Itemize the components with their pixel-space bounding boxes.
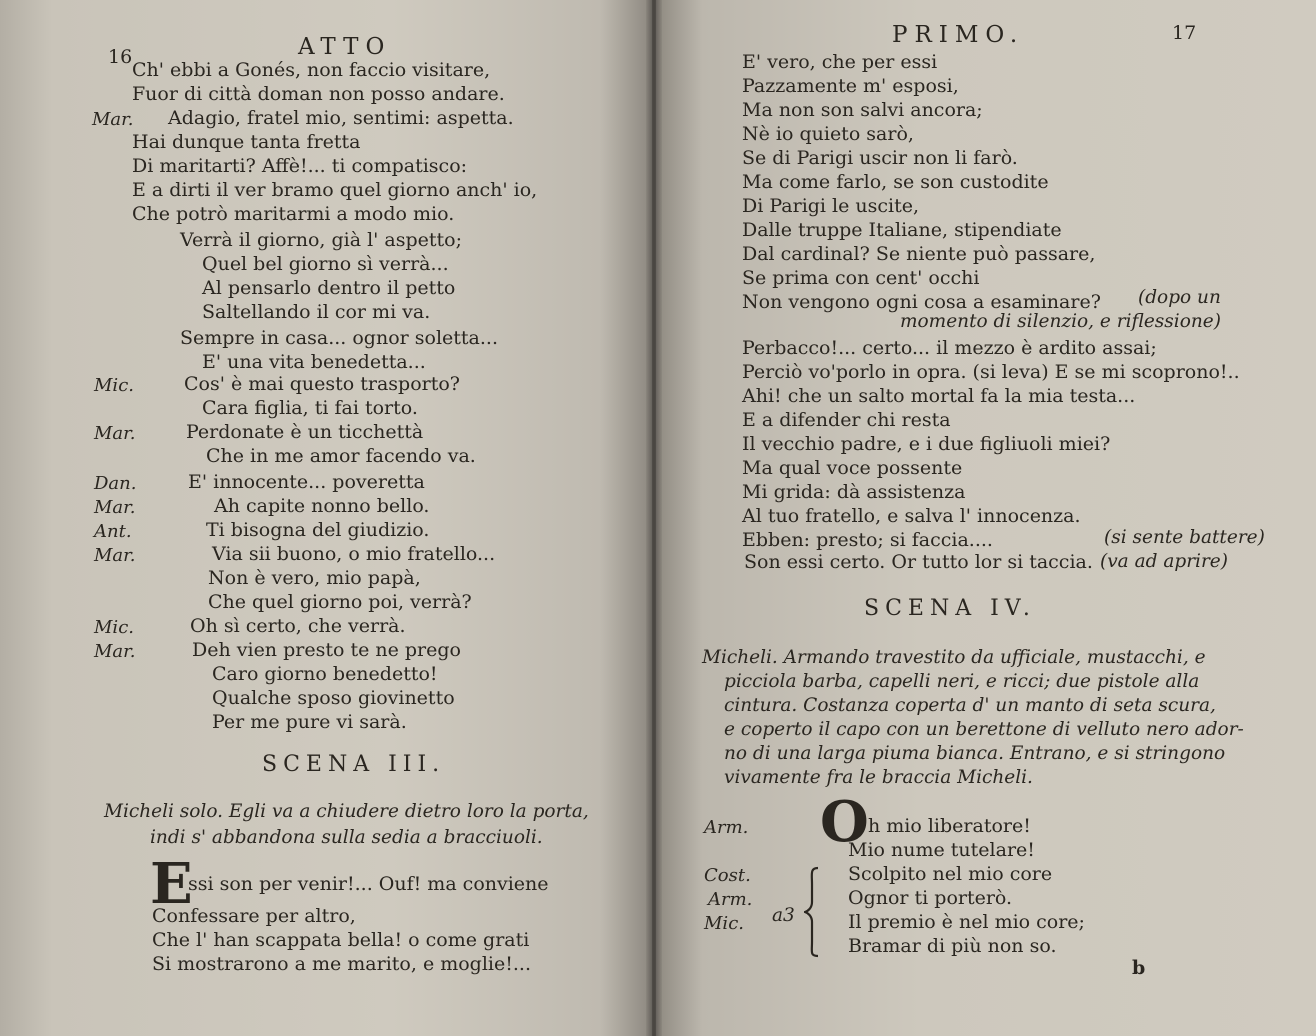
verse-line: Verrà il giorno, già l' aspetto; xyxy=(180,229,463,251)
verse-line: Cara figlia, ti fai torto. xyxy=(202,397,418,419)
speaker-label: Mic. xyxy=(94,375,134,396)
stage-direction-line: cintura. Costanza coperta d' un manto di seta scura, xyxy=(724,695,1216,716)
speaker-label: Cost. xyxy=(704,865,751,886)
verse-line: Oh sì certo, che verrà. xyxy=(190,615,406,637)
verse-line: Ebben: presto; si faccia.... xyxy=(742,529,993,551)
speaker-label: Mar. xyxy=(92,109,134,130)
verse-line: Perciò vo'porlo in opra. (si leva) E se mi scoprono!.. xyxy=(742,361,1240,383)
verse-line: E' una vita benedetta... xyxy=(202,351,426,373)
verse-line: Che potrò maritarmi a modo mio. xyxy=(132,203,455,225)
verse-line: Quel bel giorno sì verrà... xyxy=(202,253,449,275)
verse-line: Al pensarlo dentro il petto xyxy=(202,277,456,299)
verse-line: Via sii buono, o mio fratello... xyxy=(212,543,496,565)
verse-line: Dal cardinal? Se niente può passare, xyxy=(742,243,1096,265)
speaker-label: Dan. xyxy=(94,473,137,494)
page-number: 16 xyxy=(108,46,133,68)
right-page xyxy=(656,0,1316,1036)
page-number: 17 xyxy=(1172,22,1197,44)
verse-line: h mio liberatore! xyxy=(868,815,1031,837)
verse-line: Fuor di città doman non posso andare. xyxy=(132,83,505,105)
stage-direction: (si sente battere) xyxy=(1104,527,1265,548)
stage-direction: (dopo un xyxy=(1138,287,1221,308)
verse-line: Saltellando il cor mi va. xyxy=(202,301,431,323)
left-page xyxy=(0,0,652,1036)
verse-line: Il vecchio padre, e i due figliuoli miei? xyxy=(742,433,1111,455)
stage-direction: momento di silenzio, e riflessione) xyxy=(900,311,1221,332)
verse-line: Pazzamente m' esposi, xyxy=(742,75,959,97)
scene-heading: SCENA III. xyxy=(262,752,446,777)
verse-line: E' vero, che per essi xyxy=(742,51,938,73)
speaker-label: Mic. xyxy=(704,913,744,934)
verse-line: Dalle truppe Italiane, stipendiate xyxy=(742,219,1062,241)
verse-line: Qualche sposo giovinetto xyxy=(212,687,455,709)
verse-line: ssi son per venir!... Ouf! ma conviene xyxy=(188,873,549,895)
verse-line: E' innocente... poveretta xyxy=(188,471,425,493)
verse-line: Di Parigi le uscite, xyxy=(742,195,920,217)
verse-line: Confessare per altro, xyxy=(152,905,356,927)
stage-direction-line: Micheli. Armando travestito da ufficiale, mustacchi, e xyxy=(702,647,1206,668)
verse-line: Di maritarti? Affè!... ti compatisco: xyxy=(132,155,468,177)
verse-line: Hai dunque tanta fretta xyxy=(132,131,361,153)
speaker-label: Mic. xyxy=(94,617,134,638)
verse-line: Si mostrarono a me marito, e moglie!... xyxy=(152,953,531,975)
verse-line: Ma come farlo, se son custodite xyxy=(742,171,1049,193)
verse-line: Ma non son salvi ancora; xyxy=(742,99,983,121)
verse-line: Nè io quieto sarò, xyxy=(742,123,914,145)
drop-cap: E xyxy=(150,851,193,917)
verse-line: Son essi certo. Or tutto lor si taccia. xyxy=(744,551,1093,573)
verse-line: Per me pure vi sarà. xyxy=(212,711,407,733)
verse-line: Che in me amor facendo va. xyxy=(206,445,476,467)
speaker-label: Mar. xyxy=(94,641,136,662)
verse-line: Sempre in casa... ognor soletta... xyxy=(180,327,498,349)
verse-line: Ma qual voce possente xyxy=(742,457,963,479)
drop-cap: O xyxy=(820,789,869,855)
stage-direction-line: Micheli solo. Egli va a chiudere dietro loro la porta, xyxy=(104,801,589,822)
verse-line: Che l' han scappata bella! o come grati xyxy=(152,929,530,951)
speaker-label: Arm. xyxy=(704,817,749,838)
verse-line: E a dirti il ver bramo quel giorno anch' io, xyxy=(132,179,538,201)
running-head: PRIMO. xyxy=(892,22,1025,48)
running-head: ATTO xyxy=(298,34,392,60)
stage-direction-line: picciola barba, capelli neri, e ricci; due pistole alla xyxy=(724,671,1200,692)
scene-heading: SCENA IV. xyxy=(864,596,1036,621)
stage-direction: (va ad aprire) xyxy=(1100,551,1228,572)
speaker-label: Arm. xyxy=(708,889,753,910)
book-gutter xyxy=(646,0,662,1036)
speaker-label: Mar. xyxy=(94,423,136,444)
stage-direction-line: vivamente fra le braccia Micheli. xyxy=(724,767,1033,788)
speaker-label: Mar. xyxy=(94,497,136,518)
verse-line: Caro giorno benedetto! xyxy=(212,663,438,685)
verse-line: Ahi! che un salto mortal fa la mia testa... xyxy=(742,385,1136,407)
ensemble-marker: a3 xyxy=(772,905,795,926)
verse-line: Ah capite nonno bello. xyxy=(214,495,430,517)
speaker-label: Ant. xyxy=(94,521,132,542)
verse-line: Mio nume tutelare! xyxy=(848,839,1035,861)
signature-mark: b xyxy=(1132,957,1146,979)
verse-line: Il premio è nel mio core; xyxy=(848,911,1085,933)
stage-direction-line: indi s' abbandona sulla sedia a bracciuoli. xyxy=(150,827,543,848)
verse-line: Bramar di più non so. xyxy=(848,935,1057,957)
brace-icon xyxy=(804,864,824,960)
verse-line: Scolpito nel mio core xyxy=(848,863,1053,885)
verse-line: Se di Parigi uscir non li farò. xyxy=(742,147,1018,169)
stage-direction-line: e coperto il capo con un berettone di velluto nero ador- xyxy=(724,719,1244,740)
verse-line: Non vengono ogni cosa a esaminare? xyxy=(742,291,1101,313)
stage-direction-line: no di una larga piuma bianca. Entrano, e si stringono xyxy=(724,743,1226,764)
verse-line: E a difender chi resta xyxy=(742,409,951,431)
verse-line: Se prima con cent' occhi xyxy=(742,267,980,289)
verse-line: Che quel giorno poi, verrà? xyxy=(208,591,472,613)
verse-line: Ch' ebbi a Gonés, non faccio visitare, xyxy=(132,59,491,81)
verse-line: Perbacco!... certo... il mezzo è ardito assai; xyxy=(742,337,1157,359)
verse-line: Deh vien presto te ne prego xyxy=(192,639,461,661)
verse-line: Al tuo fratello, e salva l' innocenza. xyxy=(742,505,1081,527)
verse-line: Mi grida: dà assistenza xyxy=(742,481,966,503)
verse-line: Non è vero, mio papà, xyxy=(208,567,421,589)
verse-line: Cos' è mai questo trasporto? xyxy=(184,373,460,395)
verse-line: Adagio, fratel mio, sentimi: aspetta. xyxy=(168,107,514,129)
verse-line: Perdonate è un ticchettà xyxy=(186,421,424,443)
speaker-label: Mar. xyxy=(94,545,136,566)
verse-line: Ti bisogna del giudizio. xyxy=(206,519,430,541)
verse-line: Ognor ti porterò. xyxy=(848,887,1013,909)
